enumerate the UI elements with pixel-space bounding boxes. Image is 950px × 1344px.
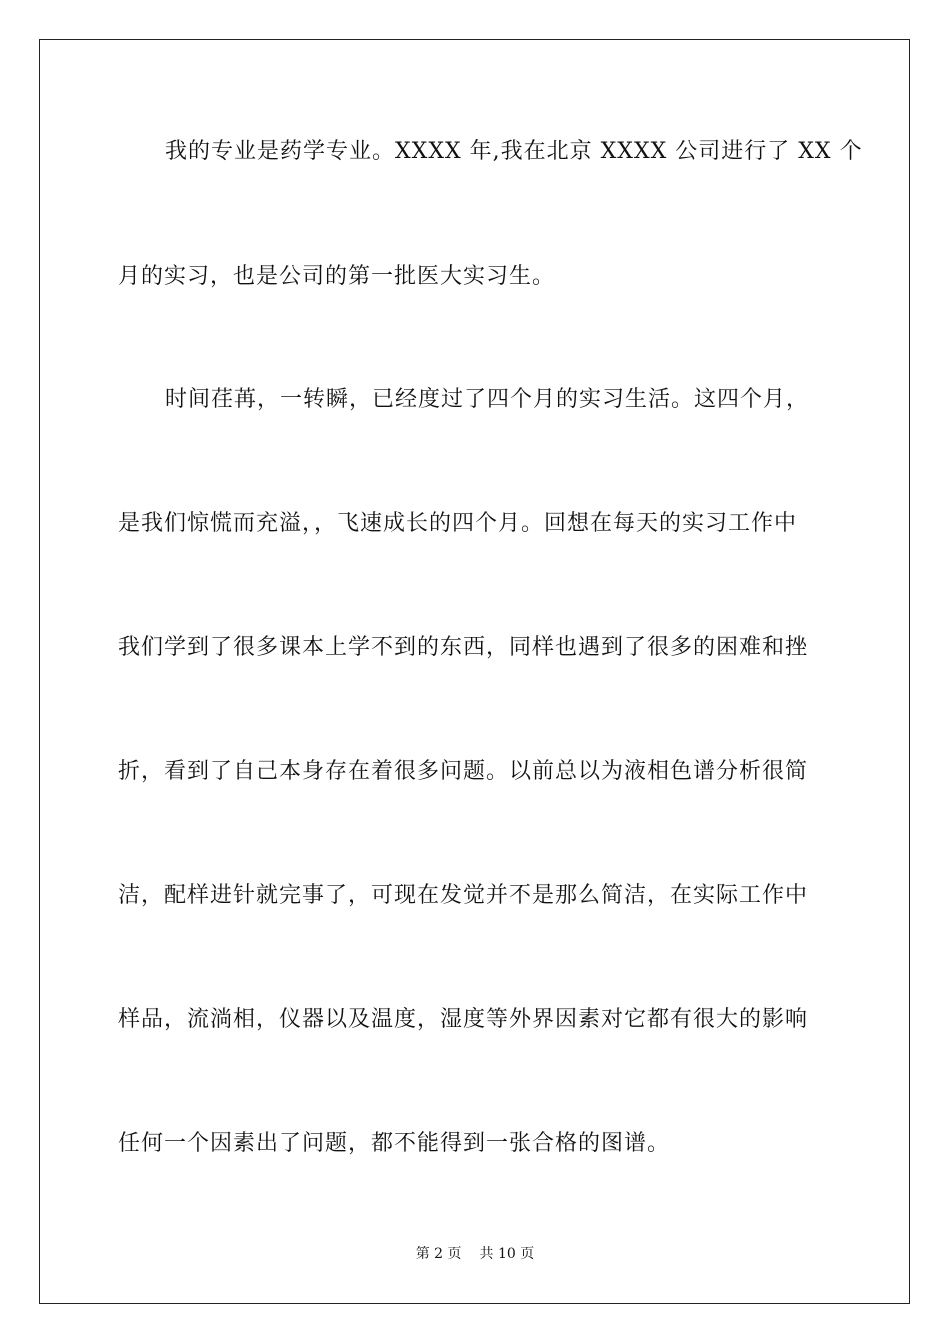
paragraph-2-line-3: 我们学到了很多课本上学不到的东西，同样也遇到了很多的困难和挫 <box>118 635 809 660</box>
page-total: 共 10 页 <box>479 1246 535 1262</box>
paragraph-2-line-6: 样品，流淌相，仪器以及温度，湿度等外界因素对它都有很大的影响 <box>118 1007 809 1032</box>
paragraph-2-line-5: 洁，配样进针就完事了，可现在发觉并不是那么简洁，在实际工作中 <box>118 883 809 908</box>
page-border <box>39 39 910 1304</box>
paragraph-2-line-2: 是我们惊慌而充溢，，飞速成长的四个月。回想在每天的实习工作中 <box>118 511 798 536</box>
page-number: 第 2 页 <box>415 1246 462 1262</box>
paragraph-2-line-4: 折，看到了自己本身存在着很多问题。以前总以为液相色谱分析很简 <box>118 759 809 784</box>
paragraph-2-line-7: 任何一个因素出了问题，都不能得到一张合格的图谱。 <box>118 1131 671 1156</box>
paragraph-1-line-1: 我的专业是药学专业。XXXX 年,我在北京 XXXX 公司进行了 XX 个 <box>165 139 863 164</box>
paragraph-2-line-1: 时间荏苒，一转瞬，已经度过了四个月的实习生活。这四个月， <box>165 387 810 412</box>
page-footer <box>0 1244 950 1264</box>
paragraph-1-line-2: 月的实习，也是公司的第一批医大实习生。 <box>118 264 556 289</box>
